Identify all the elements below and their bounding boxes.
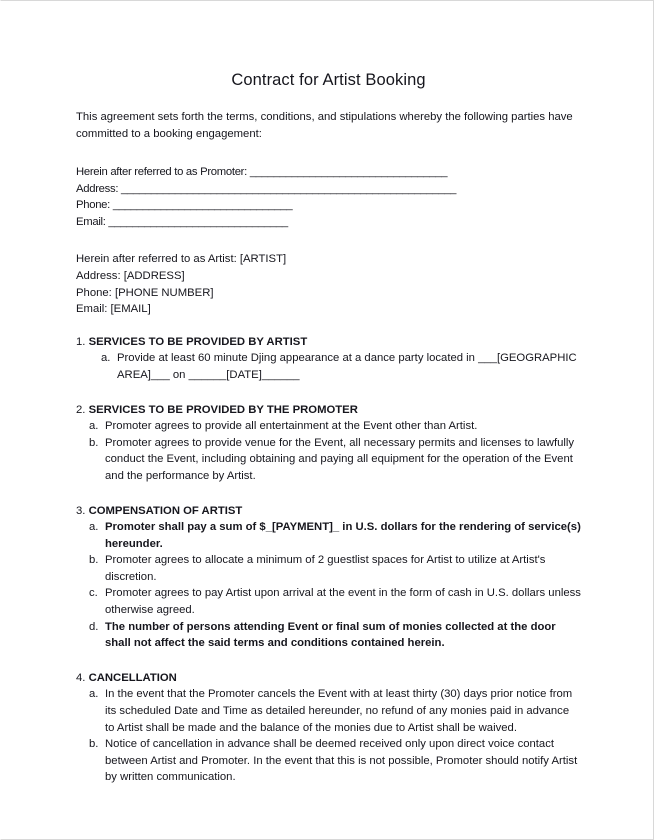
list-item bbox=[89, 619, 581, 652]
promoter-name-line: Herein after referred to as Promoter: _________________________________ bbox=[76, 166, 448, 178]
section-title: SERVICES TO BE PROVIDED BY ARTIST bbox=[88, 335, 308, 348]
artist-phone-line: Phone: [PHONE NUMBER] bbox=[76, 286, 214, 299]
artist-email-line: Email: [EMAIL] bbox=[76, 303, 151, 316]
document-body bbox=[76, 69, 581, 786]
list-item-marker: a. bbox=[89, 521, 99, 534]
list-item bbox=[89, 552, 581, 585]
intro-paragraph: This agreement sets forth the terms, conditions, and stipulations whereby the following parties have committed to a booking engagement: bbox=[76, 111, 573, 140]
section-cancellation bbox=[76, 670, 581, 786]
list-item-marker: a. bbox=[101, 352, 111, 365]
list-item-marker: a. bbox=[89, 688, 99, 701]
list-item-marker: b. bbox=[89, 554, 99, 567]
section-item-list bbox=[76, 686, 581, 786]
section-item-list bbox=[76, 418, 581, 484]
artist-name-line: Herein after referred to as Artist: [ARTIST] bbox=[76, 253, 287, 266]
list-item bbox=[89, 435, 581, 485]
section-item-list bbox=[76, 350, 581, 383]
list-item-text: Promoter agrees to pay Artist upon arrival at the event in the form of cash in U.S. dollars unless otherwise agreed. bbox=[105, 587, 581, 617]
section-title: CANCELLATION bbox=[88, 671, 177, 684]
promoter-details-block bbox=[76, 164, 581, 230]
section-item-list bbox=[76, 519, 581, 652]
list-item bbox=[101, 350, 581, 383]
list-item bbox=[89, 418, 581, 435]
promoter-email-line: Email: ______________________________ bbox=[76, 215, 288, 228]
section-services-artist bbox=[76, 334, 581, 384]
list-item-marker: a. bbox=[89, 420, 99, 433]
list-item-marker: c. bbox=[89, 587, 98, 600]
list-item-text: Notice of cancellation in advance shall be deemed received only upon direct voice contact between Artist and Promoter. In the event that this is not possible, Promoter should notify Artist by written communication. bbox=[105, 738, 578, 784]
section-heading bbox=[76, 402, 581, 419]
list-item-text: Provide at least 60 minute Djing appearance at a dance party located in ___[GEOGRAPHIC AREA]___ on ______[DATE]______ bbox=[117, 352, 577, 381]
list-item bbox=[89, 585, 581, 618]
section-number: 3. bbox=[76, 504, 86, 517]
list-item bbox=[89, 736, 581, 786]
section-title: COMPENSATION OF ARTIST bbox=[88, 504, 243, 517]
page-title: Contract for Artist Booking bbox=[231, 71, 426, 89]
list-item-text: The number of persons attending Event or final sum of monies collected at the door shall not affect the said terms and conditions contained herein. bbox=[105, 620, 556, 650]
promoter-address-line: Address: ________________________________________________________ bbox=[76, 182, 457, 195]
section-number: 2. bbox=[76, 403, 86, 416]
section-number: 1. bbox=[76, 335, 86, 348]
list-item-marker: d. bbox=[89, 620, 99, 633]
list-item-marker: b. bbox=[89, 738, 99, 751]
list-item bbox=[89, 686, 581, 736]
section-heading bbox=[76, 670, 581, 687]
list-item bbox=[89, 519, 581, 552]
section-heading bbox=[76, 334, 581, 351]
list-item-text: Promoter agrees to provide all entertainment at the Event other than Artist. bbox=[105, 420, 478, 433]
artist-details-block bbox=[76, 251, 581, 317]
list-item-text: In the event that the Promoter cancels the Event with at least thirty (30) days prior notice from its scheduled Date and Time as detailed hereunder, no refund of any monies paid in advance to Artist shall be made and the balance of the monies due to Artist shall be waived. bbox=[105, 688, 573, 734]
section-services-promoter bbox=[76, 402, 581, 485]
list-item-text: Promoter agrees to provide venue for the Event, all necessary permits and licenses to lawfully conduct the Event, including obtaining and paying all equipment for the operation of the Event and the performance by Artist. bbox=[105, 436, 575, 482]
list-item-text: Promoter agrees to allocate a minimum of 2 guestlist spaces for Artist to utilize at Artist's discretion. bbox=[105, 554, 546, 583]
section-compensation bbox=[76, 503, 581, 652]
section-number: 4. bbox=[76, 671, 86, 684]
list-item-text: Promoter shall pay a sum of $_[PAYMENT]_ in U.S. dollars for the rendering of service(s) hereunder. bbox=[105, 521, 581, 550]
artist-address-line: Address: [ADDRESS] bbox=[76, 269, 185, 282]
section-heading bbox=[76, 503, 581, 520]
promoter-phone-line: Phone: ______________________________ bbox=[76, 199, 293, 212]
section-title: SERVICES TO BE PROVIDED BY THE PROMOTER bbox=[88, 403, 358, 416]
list-item-marker: b. bbox=[89, 436, 99, 449]
